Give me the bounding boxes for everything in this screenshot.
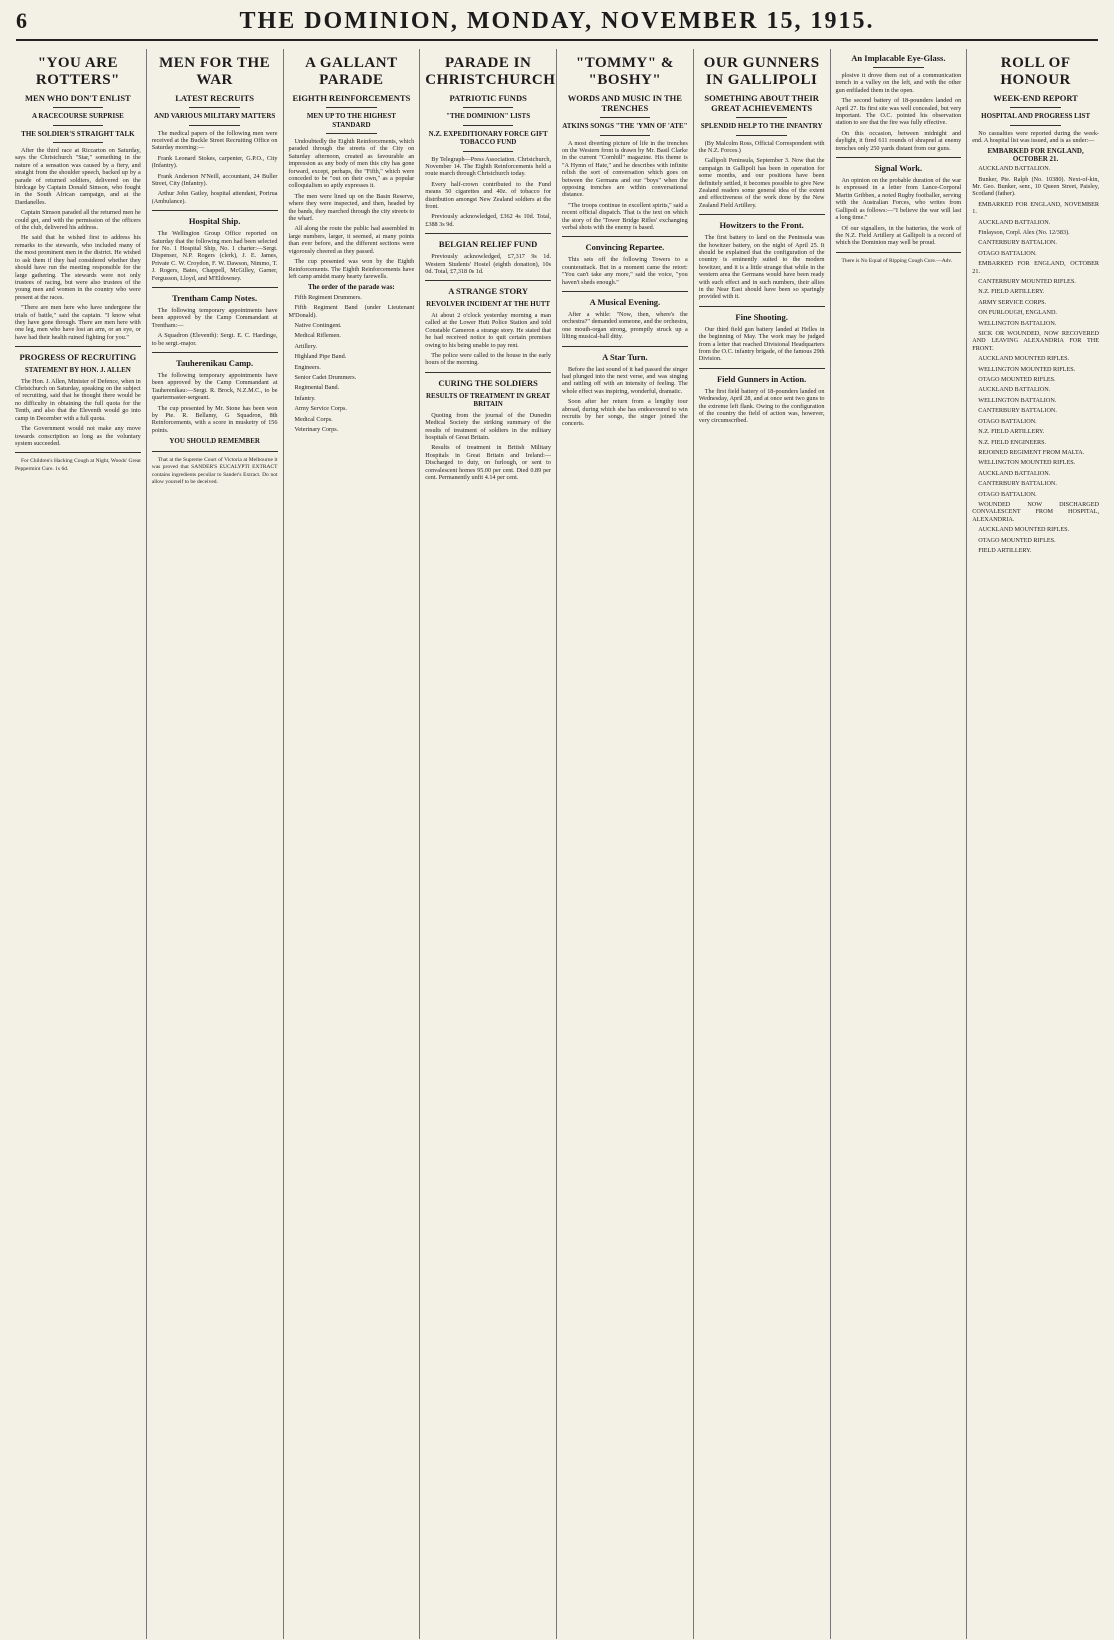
article-paragraph: On this occasion, between midnight and daylight, it fired 611 rounds of shrapnel at enemy trenches only 250 yards distant from our guns.: [835, 129, 962, 152]
divider-rule: [189, 107, 239, 108]
article-paragraph: Undoubtedly the Eighth Reinforcements, which paraded through the streets of the City on Saturday afternoon, created as favourable an impression as any body of men this city has gone forward, except, perhaps, the "Fifth," which were conceded to be "out on their own," as a popular colloquialism so aptly expresses it.: [288, 138, 415, 190]
advertisement: There is No Equal of Ripping Cough Cure.—Adv.: [841, 257, 953, 264]
article-paragraph: The second battery of 18-pounders landed on April 27. Its first site was well concealed, but very important. The O.C. pointed his observation station to see that the fire was fully effective.: [835, 97, 962, 127]
list-item: AUCKLAND MOUNTED RIFLES.: [978, 526, 1070, 534]
article-paragraph: Gallipoli Peninsula, September 3. Now that the campaign in Gallipoli has been in operation for some months, and our positions have been definitely settled, it becomes possible to give New Zealand readers some general idea of the extent and effectiveness of the work done by the New Zealand Field Artillery.: [698, 157, 825, 209]
list-item: Regimental Band.: [294, 384, 340, 392]
section-divider: [425, 372, 551, 373]
section-paragraph: The Hon. J. Allen, Minister of Defence, when in Christchurch on Saturday, speaking on the subject of recruiting, said that he thought there would be no difficulty in obtaining the full quota for the Tenth, and also that the Eleventh would go into camp in December with a full quota.: [15, 377, 141, 422]
divider-rule: [53, 142, 103, 143]
section-paragraph: Quoting from the journal of the Dunedin Medical Society the striking summary of the results of treatment of soldiers in the military hospitals of Great Britain.: [425, 411, 551, 441]
list-item: OTAGO BATTALION.: [978, 417, 1037, 425]
article-subhead: WEEK-END REPORT: [993, 93, 1078, 103]
section-heading: CURING THE SOLDIERS: [438, 377, 538, 388]
list-item: Army Service Corps.: [294, 405, 347, 413]
divider-rule: [1010, 125, 1061, 126]
article-subhead: SOMETHING ABOUT THEIR GREAT ACHIEVEMENTS: [704, 93, 819, 113]
section-heading: Trentham Camp Notes.: [172, 293, 258, 303]
list-item: WELLINGTON BATTALION.: [978, 396, 1057, 404]
article-paragraph: Arthur John Gatley, hospital attendant, Porirua (Ambulance).: [151, 190, 278, 205]
list-item: Veterinary Corps.: [294, 426, 339, 433]
section-paragraph: The cup presented by Mr. Stone has been won by Pte. R. Bellamy, G Squadron, 8th Reinforcements, with a score in musketry of 156 points.: [151, 404, 278, 434]
list-item: Fifth Regiment Drummers.: [294, 293, 362, 301]
list-item: Finlayson, Corpl. Alex (No. 12/383).: [978, 228, 1070, 236]
article-subhead: PATRIOTIC FUNDS: [449, 93, 527, 103]
article-subhead: MEN UP TO THE HIGHEST STANDARD: [306, 112, 396, 129]
article-subhead: MEN WHO DON'T ENLIST: [25, 93, 131, 103]
section-paragraph: The police were called to the house in the early hours of the morning.: [425, 351, 551, 367]
section-heading: Signal Work.: [874, 163, 923, 174]
section-divider: [15, 346, 141, 347]
column-4: [420, 49, 557, 1639]
masthead: [16, 8, 1098, 41]
list-item: Highland Pipe Band.: [294, 353, 347, 361]
advertisement-heading: YOU SHOULD REMEMBER: [169, 437, 260, 446]
list-item: EMBARKED FOR ENGLAND, OCTOBER 21.: [972, 260, 1099, 275]
section-divider: [699, 368, 825, 369]
advertisement: For Children's Hacking Cough at Night, Woods' Great Peppermint Cure. 1s 6d.: [15, 458, 141, 472]
ad-divider: [836, 252, 962, 253]
list-item: Native Contingent.: [294, 321, 342, 329]
article-subhead: ATKINS SONGS "THE 'YMN OF 'ATE": [562, 122, 688, 130]
section-paragraph: Soon after her return from a lengthy tour abroad, during which she has endeavoured to win recruits by her songs, the singer joined the concerts.: [562, 398, 688, 428]
section-divider: [152, 352, 278, 353]
section-heading: Hospital Ship.: [188, 216, 241, 227]
list-item: CANTERBURY BATTALION.: [978, 239, 1057, 247]
column-1: [10, 49, 147, 1639]
list-heading: EMBARKED FOR ENGLAND, OCTOBER 21.: [987, 147, 1084, 163]
article-subhead: AND VARIOUS MILITARY MATTERS: [153, 112, 276, 120]
list-item: OTAGO BATTALION.: [978, 249, 1037, 257]
section-heading: BELGIAN RELIEF FUND: [438, 239, 538, 250]
section-paragraph: Our third field gun battery landed at Helles in the beginning of May. The work may be judged from a letter that reached Divisional Headquarters from the O.C. infantry brigade, of the famous 29th Division.: [698, 325, 825, 363]
section-divider: [562, 236, 688, 237]
advertisement: That at the Supreme Court of Victoria at Melbourne it was proved that SANDER'S EUCALYPTI EXTRACT contains ingredients peculiar to Sander's Extract. Do not allow yourself to be deceived.: [151, 456, 278, 485]
article-paragraph: Previously acknowledged, £362 4s 10d. Total, £388 3s 9d.: [425, 213, 551, 228]
list-item: ARMY SERVICE CORPS.: [978, 298, 1047, 306]
list-heading: The order of the parade was:: [307, 283, 395, 292]
section-paragraph: The Government would not make any move towards conscription so long as the voluntary system succeeded.: [15, 425, 141, 447]
list-item: OTAGO MOUNTED RIFLES.: [978, 536, 1056, 544]
article-subhead: N.Z. EXPEDITIONARY FORCE GIFT TOBACCO FUND: [428, 129, 548, 146]
article-headline: A GALLANT PARADE: [305, 55, 398, 88]
list-item: Infantry.: [294, 394, 316, 402]
list-item: WELLINGTON BATTALION.: [978, 319, 1057, 327]
list-item: OTAGO BATTALION.: [978, 490, 1037, 498]
section-divider: [562, 291, 688, 292]
article-subhead: EIGHTH REINFORCEMENTS: [292, 93, 411, 103]
list-item: WELLINGTON MOUNTED RIFLES.: [978, 459, 1076, 467]
article-headline: "YOU ARE ROTTERS": [35, 55, 120, 88]
section-subhead: STATEMENT BY HON. J. ALLEN: [24, 366, 131, 375]
section-paragraph: Previously acknowledged, £7,317 9s 1d. Western Students' Hostel (eighth donation), 10s 0d. Total, £7,318 0s 1d.: [425, 253, 551, 275]
divider-rule: [736, 135, 786, 136]
article-paragraph: The medical papers of the following men were received at the Buckle Street Recruiting Office on Saturday morning:—: [151, 129, 278, 152]
section-divider: [152, 287, 278, 288]
article-paragraph: He said that he wished first to address his remarks to the stewards, who included many of the most prominent men in the district. He wished to ask them if they had considered whether they should have run the meeting responsible for the large gathering. The stewards were not only trustees of racing, but were also trustees of the young men and women in the country who were present at the races.: [15, 234, 141, 301]
divider-rule: [600, 135, 650, 136]
section-paragraph: Results of treatment in British Military Hospitals in Great Britain and Ireland:—Discharged to duty, on furlough, or sent to convalescent homes 95.00 per cent. Died 0.89 per cent. Permanently unfit 4.14 per cent.: [425, 444, 551, 481]
divider-rule: [463, 107, 513, 108]
section-paragraph: After a while: "Now, then, where's the orchestra?" demanded someone, and the orchestra, one mouth-organ strong, promptly struck up a lilting musical-hall ditty.: [562, 311, 688, 341]
divider-rule: [463, 151, 513, 152]
list-item: WELLINGTON MOUNTED RIFLES.: [978, 365, 1076, 373]
article-paragraph: "There are men here who have undergone the trials of battle," said the captain. "I know what they have gone through. There are men here with one leg, men who have lost an arm, or an eye, or have had their health ruined fighting for you.": [15, 304, 141, 341]
list-item: Bunker, Pte. Ralph (No. 10380). Next-of-kin, Mr. Geo. Bunker, senr., 10 Queen Street, Paisley, Scotland (father).: [972, 175, 1099, 198]
list-item: CANTERBURY BATTALION.: [978, 407, 1057, 415]
list-item: SICK OR WOUNDED, NOW RECOVERED AND LEAVING ALEXANDRIA FOR THE FRONT.: [972, 330, 1099, 352]
page-number: 6: [16, 8, 27, 33]
section-paragraph: Of our signallers, in the batteries, the work of the N.Z. Field Artillery at Gallipoli is a record of which the Dominion may well be proud.: [835, 224, 962, 247]
list-item: AUCKLAND BATTALION.: [978, 218, 1051, 226]
article-subhead: An Implacable Eye-Glass.: [851, 53, 946, 63]
article-paragraph: Frank Leonard Stokes, carpenter, G.P.O., City (Infantry).: [151, 154, 278, 170]
article-subhead: "THE DOMINION" LISTS: [446, 112, 531, 120]
section-divider: [152, 210, 278, 211]
list-item: AUCKLAND BATTALION.: [978, 386, 1051, 394]
section-heading: A Star Turn.: [602, 351, 648, 362]
section-divider: [836, 157, 962, 158]
list-item: WOUNDED NOW DISCHARGED CONVALESCENT FROM HOSPITAL, ALEXANDRIA.: [972, 500, 1099, 523]
section-divider: [699, 306, 825, 307]
section-paragraph: This sets off the following Towers to a counterattack. But in a moment came the retort: "You can't take any more," said the voice, "you haven't sheds enough.": [562, 256, 688, 286]
list-item: Medical Corps.: [294, 415, 333, 423]
divider-rule: [736, 117, 786, 118]
section-paragraph: The following temporary appointments have been approved by the Camp Commandant at Tauherenikau:—Sergt. R. Brock, N.Z.M.C., to be quartermaster-sergeant.: [151, 372, 278, 402]
article-subhead: WORDS AND MUSIC IN THE TRENCHES: [567, 93, 682, 113]
section-subhead: RESULTS OF TREATMENT IN GREAT BRITAIN: [426, 391, 551, 409]
divider-rule: [326, 107, 376, 108]
article-headline: PARADE IN CHRISTCHURCH: [425, 55, 556, 88]
article-paragraph: All along the route the public had assembled in large numbers, larger, it seemed, at many points than ever before, and the different sections were vigorously cheered as they passed.: [288, 225, 415, 255]
article-paragraph: "The troops continue in excellent spirits," said a recent official dispatch. That is the text on which the story of the 'Tower Bridge Rifles' exchanging verbal shots with the enemy is based.: [562, 201, 688, 231]
list-item: AUCKLAND BATTALION.: [978, 469, 1051, 477]
divider-rule: [326, 133, 376, 134]
column-3: [284, 49, 421, 1639]
section-heading: Howitzers to the Front.: [719, 220, 804, 231]
column-2: [147, 49, 284, 1639]
list-item: CANTERBURY BATTALION.: [978, 480, 1057, 488]
article-paragraph: plosive it drove them out of a communication trench in a valley on the left, and with the other gun enfiladed them in the open.: [835, 72, 962, 94]
divider-rule: [189, 125, 239, 126]
divider-rule: [1010, 107, 1061, 108]
section-heading: PROGRESS OF RECRUITING: [19, 352, 137, 363]
ad-divider: [15, 452, 141, 453]
article-headline: "TOMMY" & "BOSHY": [575, 55, 674, 88]
column-8: [967, 49, 1104, 1639]
article-paragraph: (By Malcolm Ross, Official Correspondent with the N.Z. Forces.): [698, 139, 825, 154]
article-paragraph: After the third race at Riccarton on Saturday, says the Christchurch "Star," something in the nature of a sensation was caused by a fiery, and straight from the shoulder speech, backed up by a parade of returned soldiers, delivered on the birdcage by Captain Donald Simson, who fought in the South African campaign, and at the Dardanelles.: [15, 147, 141, 206]
list-item: AUCKLAND BATTALION.: [978, 165, 1051, 173]
list-item: AUCKLAND MOUNTED RIFLES.: [978, 355, 1070, 363]
article-subhead: SPLENDID HELP TO THE INFANTRY: [700, 122, 823, 130]
list-item: OTAGO MOUNTED RIFLES.: [978, 376, 1056, 384]
section-divider: [425, 233, 551, 234]
section-divider: [425, 280, 551, 281]
section-paragraph: The first battery to land on the Peninsula was the howitzer battery, on the night of April 25. It should be explained that the configuration of the country is eminently suited to the modern howitzer, and it is a little strange that while in the western area the Germans would have been ready with such effect and in such numbers, their allies in the Near East should have been so sparingly provided with it.: [698, 234, 825, 301]
article-subhead: A RACECOURSE SURPRISE: [31, 112, 124, 120]
column-7: [831, 49, 968, 1639]
list-item: ON FURLOUGH, ENGLAND.: [978, 309, 1057, 317]
column-6: [694, 49, 831, 1639]
list-item: N.Z. FIELD ARTILLERY.: [978, 428, 1045, 436]
article-paragraph: Captain Simson paraded all the returned men he could get, and with the permission of the officers of the club, delivered his address.: [15, 209, 141, 232]
list-item: REJOINED REGIMENT FROM MALTA.: [978, 448, 1085, 456]
article-headline: OUR GUNNERS IN GALLIPOLI: [703, 55, 820, 88]
divider-rule: [463, 125, 513, 126]
article-paragraph: By Telegraph—Press Association. Christchurch, November 14. The Eighth Reinforcements held a route march through Christchurch today.: [425, 155, 551, 178]
list-item: CANTERBURY MOUNTED RIFLES.: [978, 278, 1076, 285]
columns-container: [10, 49, 1104, 1639]
section-heading: Field Gunners in Action.: [716, 373, 807, 384]
divider-rule: [53, 125, 103, 126]
article-headline: MEN FOR THE WAR: [159, 55, 271, 88]
article-subhead: LATEST RECRUITS: [175, 93, 255, 103]
section-heading: Fine Shooting.: [735, 311, 788, 322]
section-heading: Convincing Repartee.: [585, 242, 665, 253]
list-item: N.Z. FIELD ENGINEERS.: [978, 438, 1047, 446]
list-item: Senior Cadet Drummers.: [294, 373, 357, 381]
section-divider: [562, 346, 688, 347]
article-paragraph: The cup presented was won by the Eighth Reinforcements. The Eighth Reinforcements have left camp amidst many hearty farewells.: [288, 258, 415, 280]
section-paragraph: A Squadron (Eleventh): Sergt. E. C. Hardinge, to be sergt.-major.: [151, 332, 278, 347]
section-paragraph: An opinion on the probable duration of the war is expressed in a letter from Lance-Corporal Martin Gribben, a noted Rugby footballer, serving with the Australian Forces, who writes from Gallipoli as follows:—"I believe the war will last a long time.": [835, 177, 962, 222]
section-divider: [699, 214, 825, 215]
article-subhead: THE SOLDIER'S STRAIGHT TALK: [21, 129, 135, 138]
section-heading: A Musical Evening.: [589, 297, 661, 307]
list-item: FIELD ARTILLERY.: [978, 546, 1032, 554]
article-paragraph: Every half-crown contributed to the Fund means 50 cigarettes and 40z. of tobacco for distribution amongst New Zealand soldiers at the front.: [425, 180, 551, 210]
list-item: Fifth Regiment Band (under Lieutenant M'Donald).: [288, 304, 415, 319]
article-paragraph: Frank Anderson N'Neill, accountant, 24 Buller Street, City (Infantry).: [151, 172, 278, 187]
section-heading: Tauherenikau Camp.: [176, 358, 254, 369]
article-paragraph: No casualties were reported during the week-end. A hospital list was issued, and is as under:—: [972, 129, 1099, 144]
list-item: EMBARKED FOR ENGLAND, NOVEMBER 1.: [972, 200, 1099, 216]
section-subhead: REVOLVER INCIDENT AT THE HUTT: [426, 300, 551, 309]
list-item: N.Z. FIELD ARTILLERY.: [978, 288, 1045, 296]
article-paragraph: The men were lined up on the Basin Reserve, where they were inspected, and then, headed by the bands, they marched through the city streets to the wharf.: [288, 192, 415, 223]
ad-divider: [152, 451, 278, 452]
column-5: [557, 49, 694, 1639]
list-item: Medical Riflemen.: [294, 332, 341, 340]
list-item: Artillery.: [294, 342, 317, 350]
section-paragraph: Before the last sound of it had passed the singer had plunged into the next verse, and was singing and rattling off with an intensity of feeling. The whole effect was inspiring, wonderful, dramatic.: [562, 365, 688, 395]
section-paragraph: The following temporary appointments have been approved by the Camp Commandant at Trentham:—: [151, 307, 278, 329]
section-paragraph: The Wellington Group Office reported on Saturday that the following men had been selected for No. 1 Hospital Ship, No. 1 charter:—Sergt. Dispenser, N.P. Rogers (clerk), J. E. James, Private C. W. Croydon, F. W. Dawson, Nimmo, T. J. Rogers, Bates, Chappell, McGilley, Garner, Fergusson, Lloyd, and M'Eldowney.: [151, 230, 278, 282]
list-item: Engineers.: [294, 363, 321, 371]
divider-rule: [873, 67, 923, 68]
article-subhead: HOSPITAL AND PROGRESS LIST: [981, 112, 1091, 120]
newspaper-title: THE DOMINION, MONDAY, NOVEMBER 15, 1915.: [239, 8, 875, 34]
divider-rule: [600, 117, 650, 118]
article-headline: ROLL OF HONOUR: [1000, 55, 1071, 88]
section-paragraph: The first field battery of 18-pounders landed on Wednesday, April 28, and at once sent two guns to the extreme left flank. Owing to the configuration of the country the field of action was, however, very circumscribed.: [698, 387, 825, 425]
article-paragraph: A most diverting picture of life in the trenches on the Western front is drawn by Mr. Basil Clarke in the current "Cornhill" magazine. His theme is "A Hymn of Hate," and he describes with infinite relish the sort of conversation which goes on between the Germans and our "boys" when the opposing trenches are within conversational distance.: [562, 139, 688, 199]
divider-rule: [53, 107, 103, 108]
section-heading: A STRANGE STORY: [448, 286, 529, 297]
section-paragraph: At about 2 o'clock yesterday morning a man called at the Lower Hutt Police Station and told Constable Cameron a strange story. He stated that he had received notice to quit certain premises owing to his being unable to pay rent.: [425, 311, 551, 349]
